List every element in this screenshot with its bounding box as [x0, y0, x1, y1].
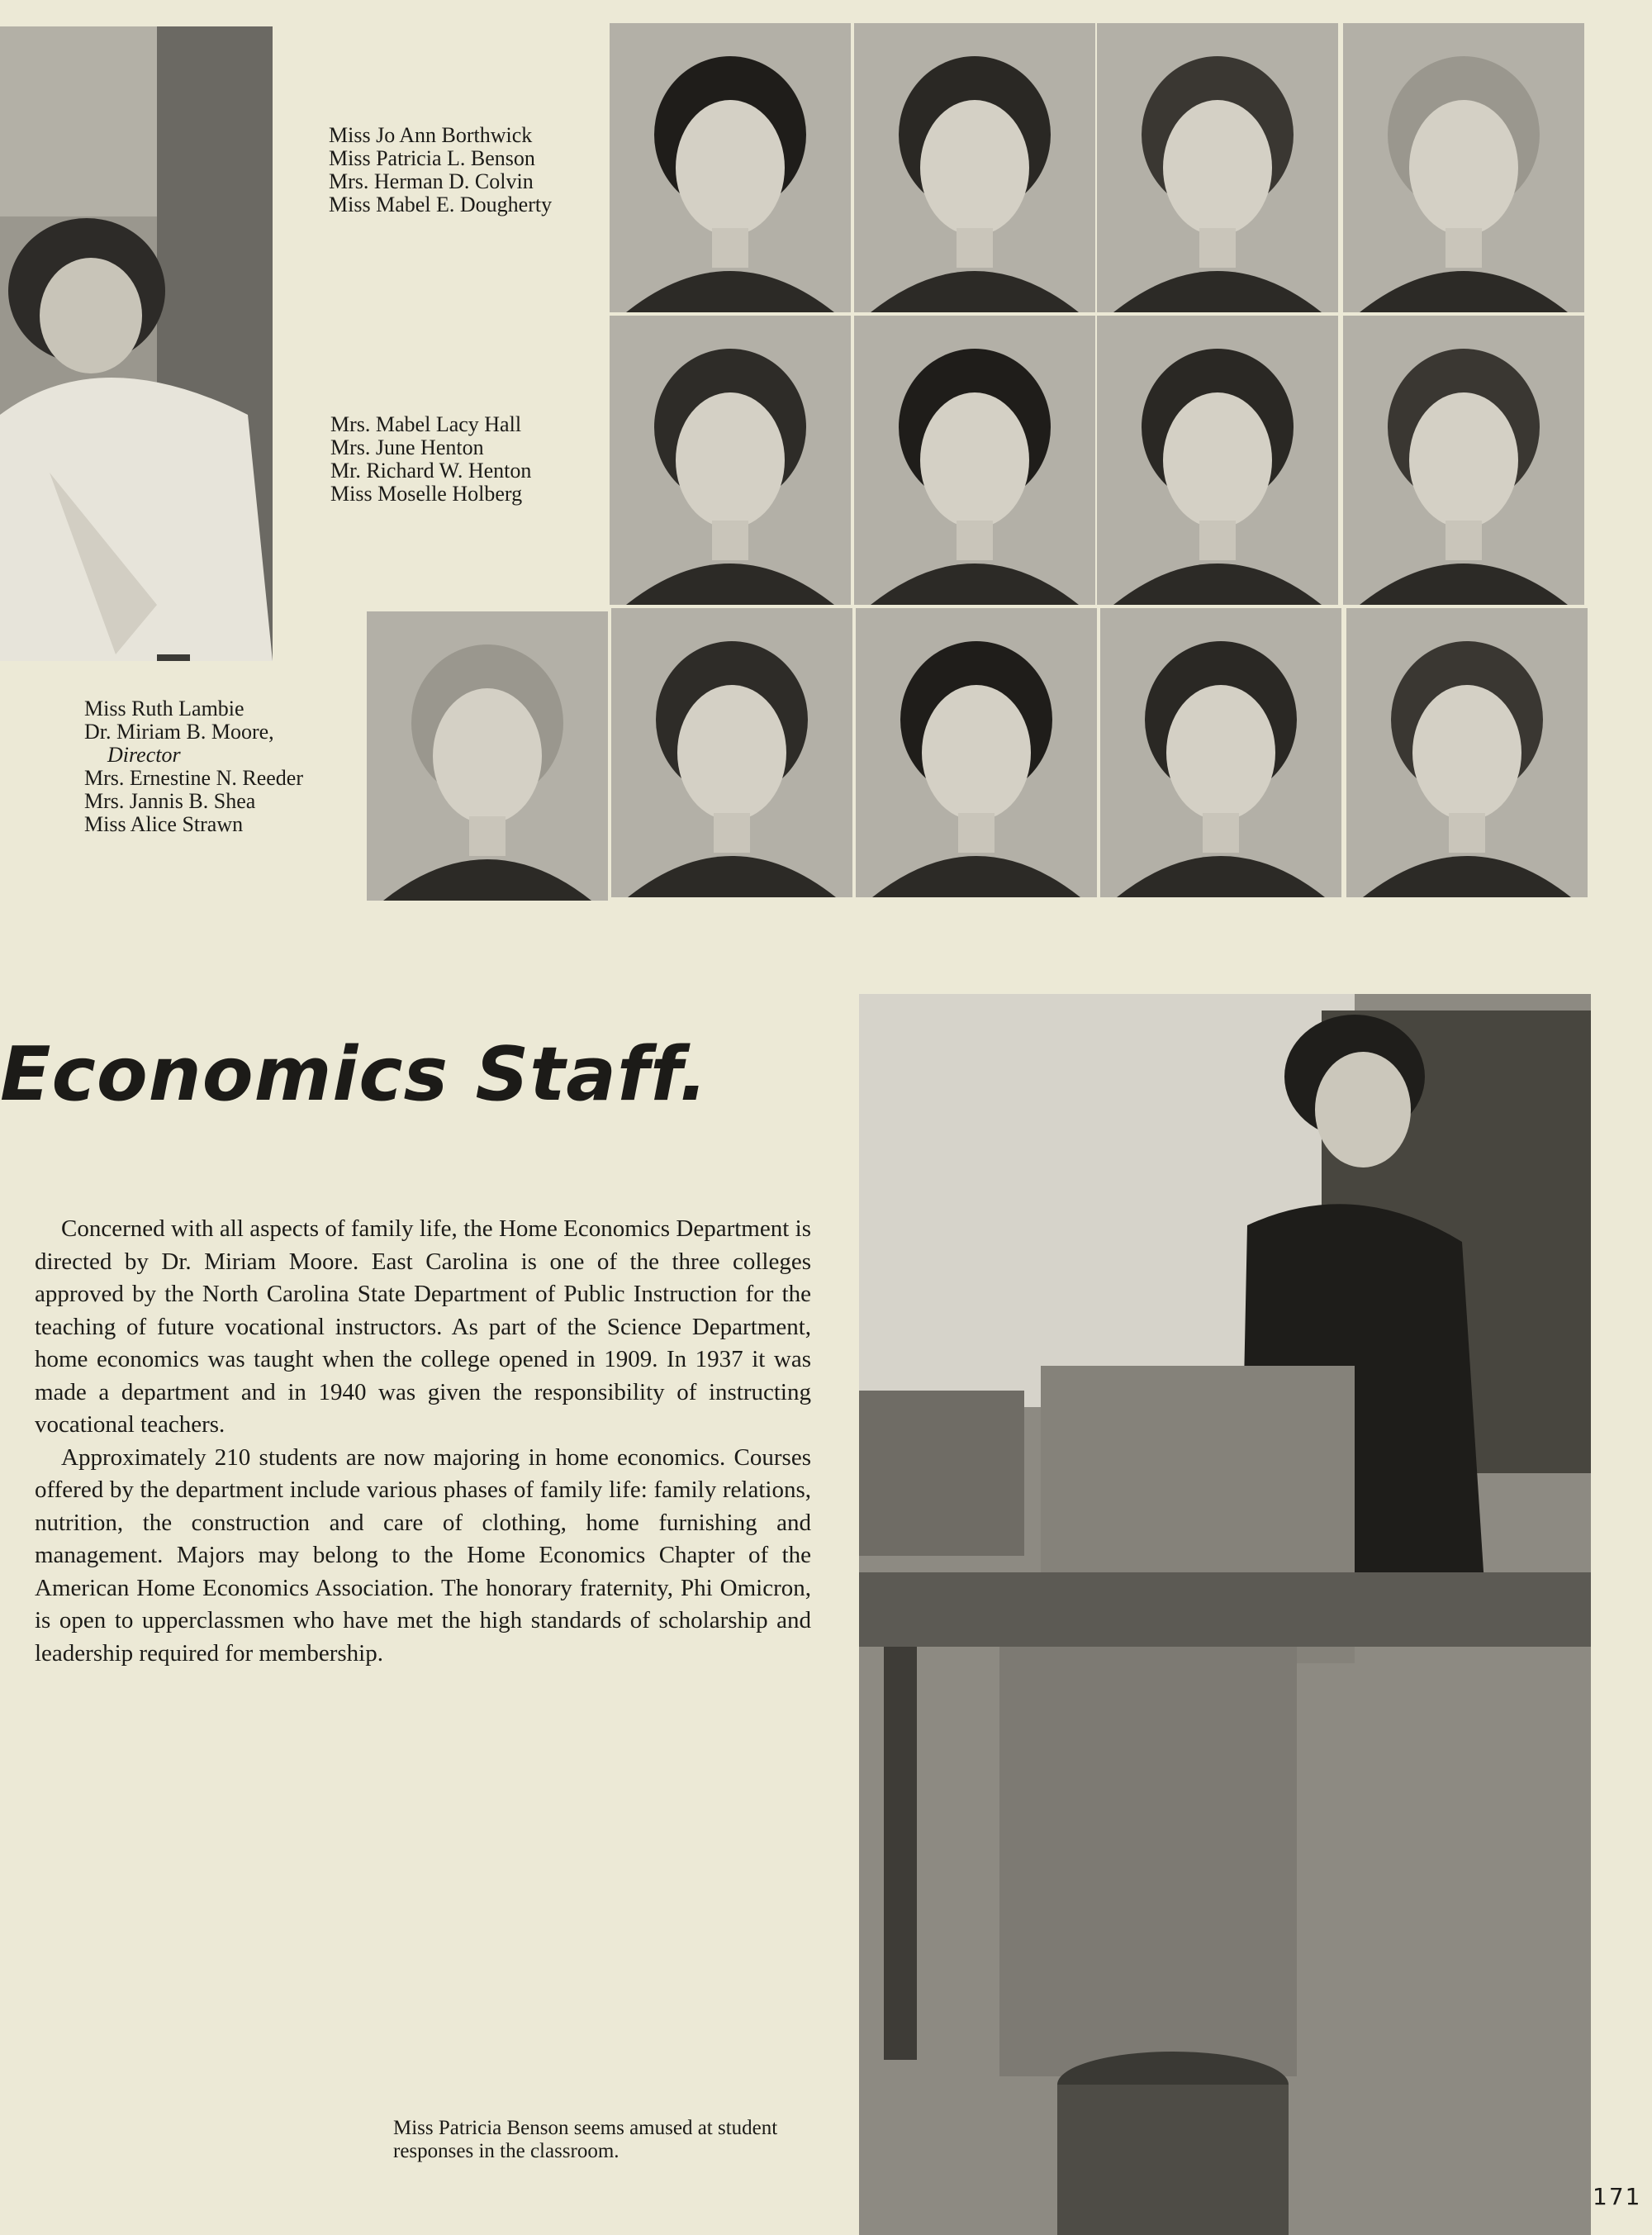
faculty-portrait: [856, 608, 1099, 897]
page-number: 171: [1593, 2183, 1642, 2210]
faculty-names-group-1: [329, 124, 552, 216]
faculty-name: Miss Patricia L. Benson: [329, 146, 535, 170]
faculty-portrait: [610, 23, 852, 312]
faculty-portrait: [1097, 23, 1340, 312]
article-paragraph: Concerned with all aspects of family life, the Home Economics Department is directed by Dr. Miriam Moore. East Carolina is one of the three colleges approved by the North Carolina State Department of Public Instruction for the teaching of future vocational instructors. As part of the Science Department, home economics was taught when the college opened in 1909. In 1937 it was made a department and in 1940 was given the responsibility of instructing vocational teachers.: [35, 1215, 811, 1438]
faculty-name: Miss Mabel E. Dougherty: [329, 193, 553, 216]
faculty-portrait: [1346, 608, 1589, 897]
faculty-role: Director: [107, 743, 181, 767]
faculty-portrait: [1100, 608, 1343, 897]
faculty-name: Dr. Miriam B. Moore,: [84, 720, 274, 744]
article-paragraph: Approximately 210 students are now majoring in home economics. Courses offered by the department include various phases of family life: family relations, nutrition, the construction and care of clothing, home furnishing and management. Majors may belong to the Home Economics Chapter of the American Home Economics Association. The honorary fraternity, Phi Omicron, is open to upperclassmen who have met the high standards of scholarship and leadership required for membership.: [35, 1443, 811, 1667]
faculty-names-group-3: [84, 697, 303, 836]
faculty-name: Miss Moselle Holberg: [330, 482, 523, 506]
faculty-portrait: [1343, 316, 1586, 605]
faculty-portrait: [854, 23, 1097, 312]
faculty-name: Miss Jo Ann Borthwick: [329, 123, 533, 147]
faculty-name: Mrs. Jannis B. Shea: [84, 789, 256, 813]
faculty-name: Miss Alice Strawn: [84, 812, 244, 836]
faculty-name: Miss Ruth Lambie: [84, 697, 244, 720]
faculty-name: Mrs. Mabel Lacy Hall: [330, 412, 522, 436]
faculty-names-group-2: [330, 413, 531, 506]
faculty-portrait: [854, 316, 1097, 605]
faculty-portrait: [1097, 316, 1340, 605]
faculty-name: Mrs. June Henton: [330, 435, 484, 459]
faculty-portrait: [610, 316, 852, 605]
faculty-portrait: [367, 611, 610, 901]
section-title: Economics Staff.: [0, 1031, 709, 1118]
faculty-name: Mr. Richard W. Henton: [330, 459, 532, 483]
photo-caption: Miss Patricia Benson seems amused at student responses in the classroom.: [393, 2117, 778, 2162]
faculty-name: Mrs. Ernestine N. Reeder: [84, 766, 303, 790]
student-photo: [0, 26, 273, 661]
faculty-portrait: [1343, 23, 1586, 312]
classroom-photo: [859, 994, 1591, 2235]
article-body: [35, 1213, 811, 1670]
faculty-portrait: [611, 608, 854, 897]
faculty-name: Mrs. Herman D. Colvin: [329, 169, 534, 193]
